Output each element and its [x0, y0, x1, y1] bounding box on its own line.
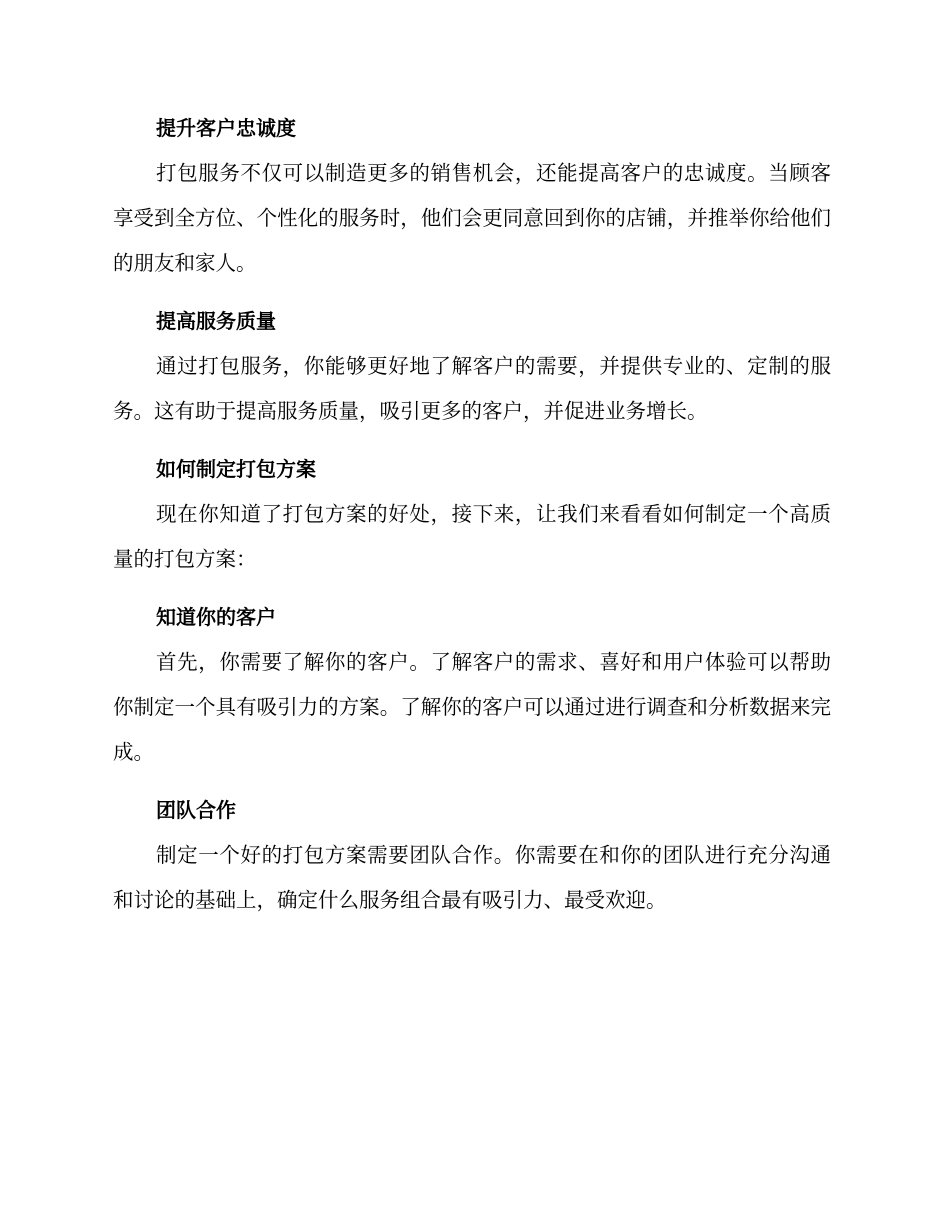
- section-paragraph: 制定一个好的打包方案需要团队合作。你需要在和你的团队进行充分沟通和讨论的基础上，确定什么服务组合最有吸引力、最受欢迎。: [113, 843, 831, 912]
- section-paragraph: 首先，你需要了解你的客户。了解客户的需求、喜好和用户体验可以帮助你制定一个具有吸引力的方案。了解你的客户可以通过进行调查和分析数据来完成。: [113, 650, 831, 764]
- document-page: [113, 105, 831, 935]
- section-paragraph: 现在你知道了打包方案的好处，接下来，让我们来看看如何制定一个高质量的打包方案：: [113, 502, 831, 571]
- section-heading: 提升客户忠诚度: [156, 116, 296, 140]
- section-how-to-plan: [113, 446, 831, 582]
- section-paragraph: 通过打包服务，你能够更好地了解客户的需要，并提供专业的、定制的服务。这有助于提高服务质量，吸引更多的客户，并促进业务增长。: [113, 354, 831, 423]
- section-heading: 如何制定打包方案: [156, 457, 316, 481]
- section-service-quality: [113, 298, 831, 434]
- section-know-customer: [113, 594, 831, 775]
- section-paragraph: 打包服务不仅可以制造更多的销售机会，还能提高客户的忠诚度。当顾客享受到全方位、个性化的服务时，他们会更同意回到你的店铺，并推举你给他们的朋友和家人。: [113, 161, 831, 275]
- section-heading: 提高服务质量: [156, 309, 276, 333]
- section-heading: 知道你的客户: [156, 605, 276, 629]
- section-teamwork: [113, 787, 831, 923]
- section-heading: 团队合作: [156, 798, 236, 822]
- section-customer-loyalty: [113, 105, 831, 286]
